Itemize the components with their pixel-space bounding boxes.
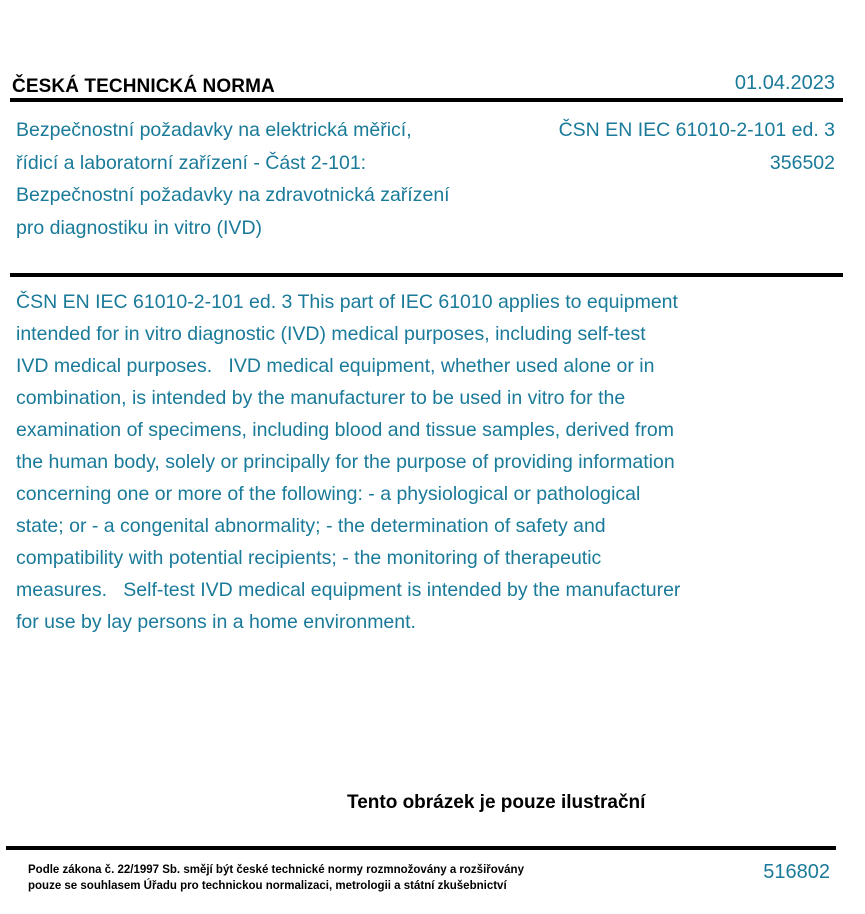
- header-divider: [10, 98, 843, 102]
- abstract-line: the human body, solely or principally for the purpose of providing information: [16, 451, 675, 473]
- illustrative-note: Tento obrázek je pouze ilustrační: [347, 792, 646, 813]
- document-identifier: [559, 114, 835, 179]
- abstract-line: concerning one or more of the following: - a physiological or pathological: [16, 483, 641, 505]
- document-number: 516802: [763, 861, 830, 883]
- abstract-line: state; or - a congenital abnormality; - the determination of safety and: [16, 515, 606, 537]
- footer-divider: [6, 846, 836, 850]
- classification-number: 356502: [769, 151, 835, 174]
- abstract-line: combination, is intended by the manufacturer to be used in vitro for the: [16, 387, 626, 409]
- legal-notice: [28, 862, 524, 894]
- abstract-line: measures. Self-test IVD medical equipment is intended by the manufacturer: [16, 579, 681, 601]
- abstract-line: for use by lay persons in a home environment.: [16, 611, 416, 633]
- standard-header-title: ČESKÁ TECHNICKÁ NORMA: [12, 76, 275, 97]
- abstract-line: intended for in vitro diagnostic (IVD) medical purposes, including self-test: [16, 323, 646, 345]
- abstract-line: ČSN EN IEC 61010-2-101 ed. 3 This part of IEC 61010 applies to equipment: [16, 291, 678, 313]
- standard-code: ČSN EN IEC 61010-2-101 ed. 3: [558, 119, 835, 141]
- document-title-line: Bezpečnostní požadavky na elektrická měřicí,: [16, 119, 412, 141]
- title-divider: [10, 273, 843, 277]
- legal-notice-line: pouze se souhlasem Úřadu pro technickou normalizaci, metrologii a státní zkušebnictví: [28, 880, 507, 892]
- publication-date: 01.04.2023: [734, 72, 835, 94]
- abstract-line: examination of specimens, including blood and tissue samples, derived from: [16, 419, 674, 441]
- abstract-text: [16, 286, 776, 638]
- document-title-line: pro diagnostiku in vitro (IVD): [16, 216, 263, 239]
- abstract-line: IVD medical purposes. IVD medical equipment, whether used alone or in: [16, 355, 655, 377]
- document-title: [16, 114, 516, 244]
- document-title-line: Bezpečnostní požadavky na zdravotnická zařízení: [16, 184, 450, 206]
- legal-notice-line: Podle zákona č. 22/1997 Sb. smějí být české technické normy rozmnožovány a rozšiřovány: [28, 864, 524, 876]
- document-title-line: řídicí a laboratorní zařízení - Část 2-101:: [16, 151, 367, 174]
- abstract-line: compatibility with potential recipients; - the monitoring of therapeutic: [16, 547, 602, 569]
